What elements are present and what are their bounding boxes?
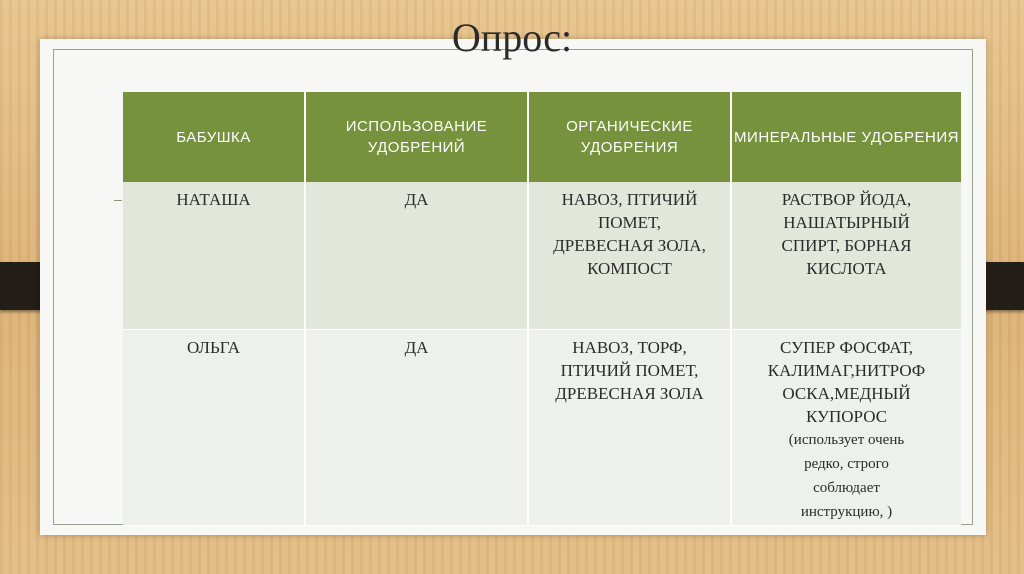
- table-header-row: [123, 92, 961, 182]
- header-grandmother: БАБУШКА: [123, 92, 305, 182]
- cell-usage: ДА: [305, 330, 528, 526]
- header-organic: ОРГАНИЧЕСКИЕ УДОБРЕНИЯ: [528, 92, 731, 182]
- decorative-tick: [114, 200, 122, 201]
- cell-mineral: РАСТВОР ЙОДА, НАШАТЫРНЫЙ СПИРТ, БОРНАЯ КИСЛОТА: [731, 182, 961, 330]
- cell-mineral: СУПЕР ФОСФАТ, КАЛИМАГ,НИТРОФ ОСКА,МЕДНЫЙ КУПОРОС (использует очень редко, строго соблюдает инструкцию, ): [731, 330, 961, 526]
- header-fertilizer-use: ИСПОЛЬЗОВАНИЕ УДОБРЕНИЙ: [305, 92, 528, 182]
- cell-name: НАТАША: [123, 182, 305, 330]
- table-row: [123, 182, 961, 330]
- header-mineral: МИНЕРАЛЬНЫЕ УДОБРЕНИЯ: [731, 92, 961, 182]
- slide-title: Опрос:: [451, 15, 573, 60]
- table-row: [123, 330, 961, 526]
- mineral-note: (использует очень: [788, 432, 905, 448]
- cell-organic: НАВОЗ, ПТИЧИЙ ПОМЕТ, ДРЕВЕСНАЯ ЗОЛА, КОМПОСТ: [528, 182, 731, 330]
- cell-name: ОЛЬГА: [123, 330, 305, 526]
- cell-organic: НАВОЗ, ТОРФ, ПТИЧИЙ ПОМЕТ, ДРЕВЕСНАЯ ЗОЛА: [528, 330, 731, 526]
- cell-usage: ДА: [305, 182, 528, 330]
- survey-table: [123, 92, 961, 526]
